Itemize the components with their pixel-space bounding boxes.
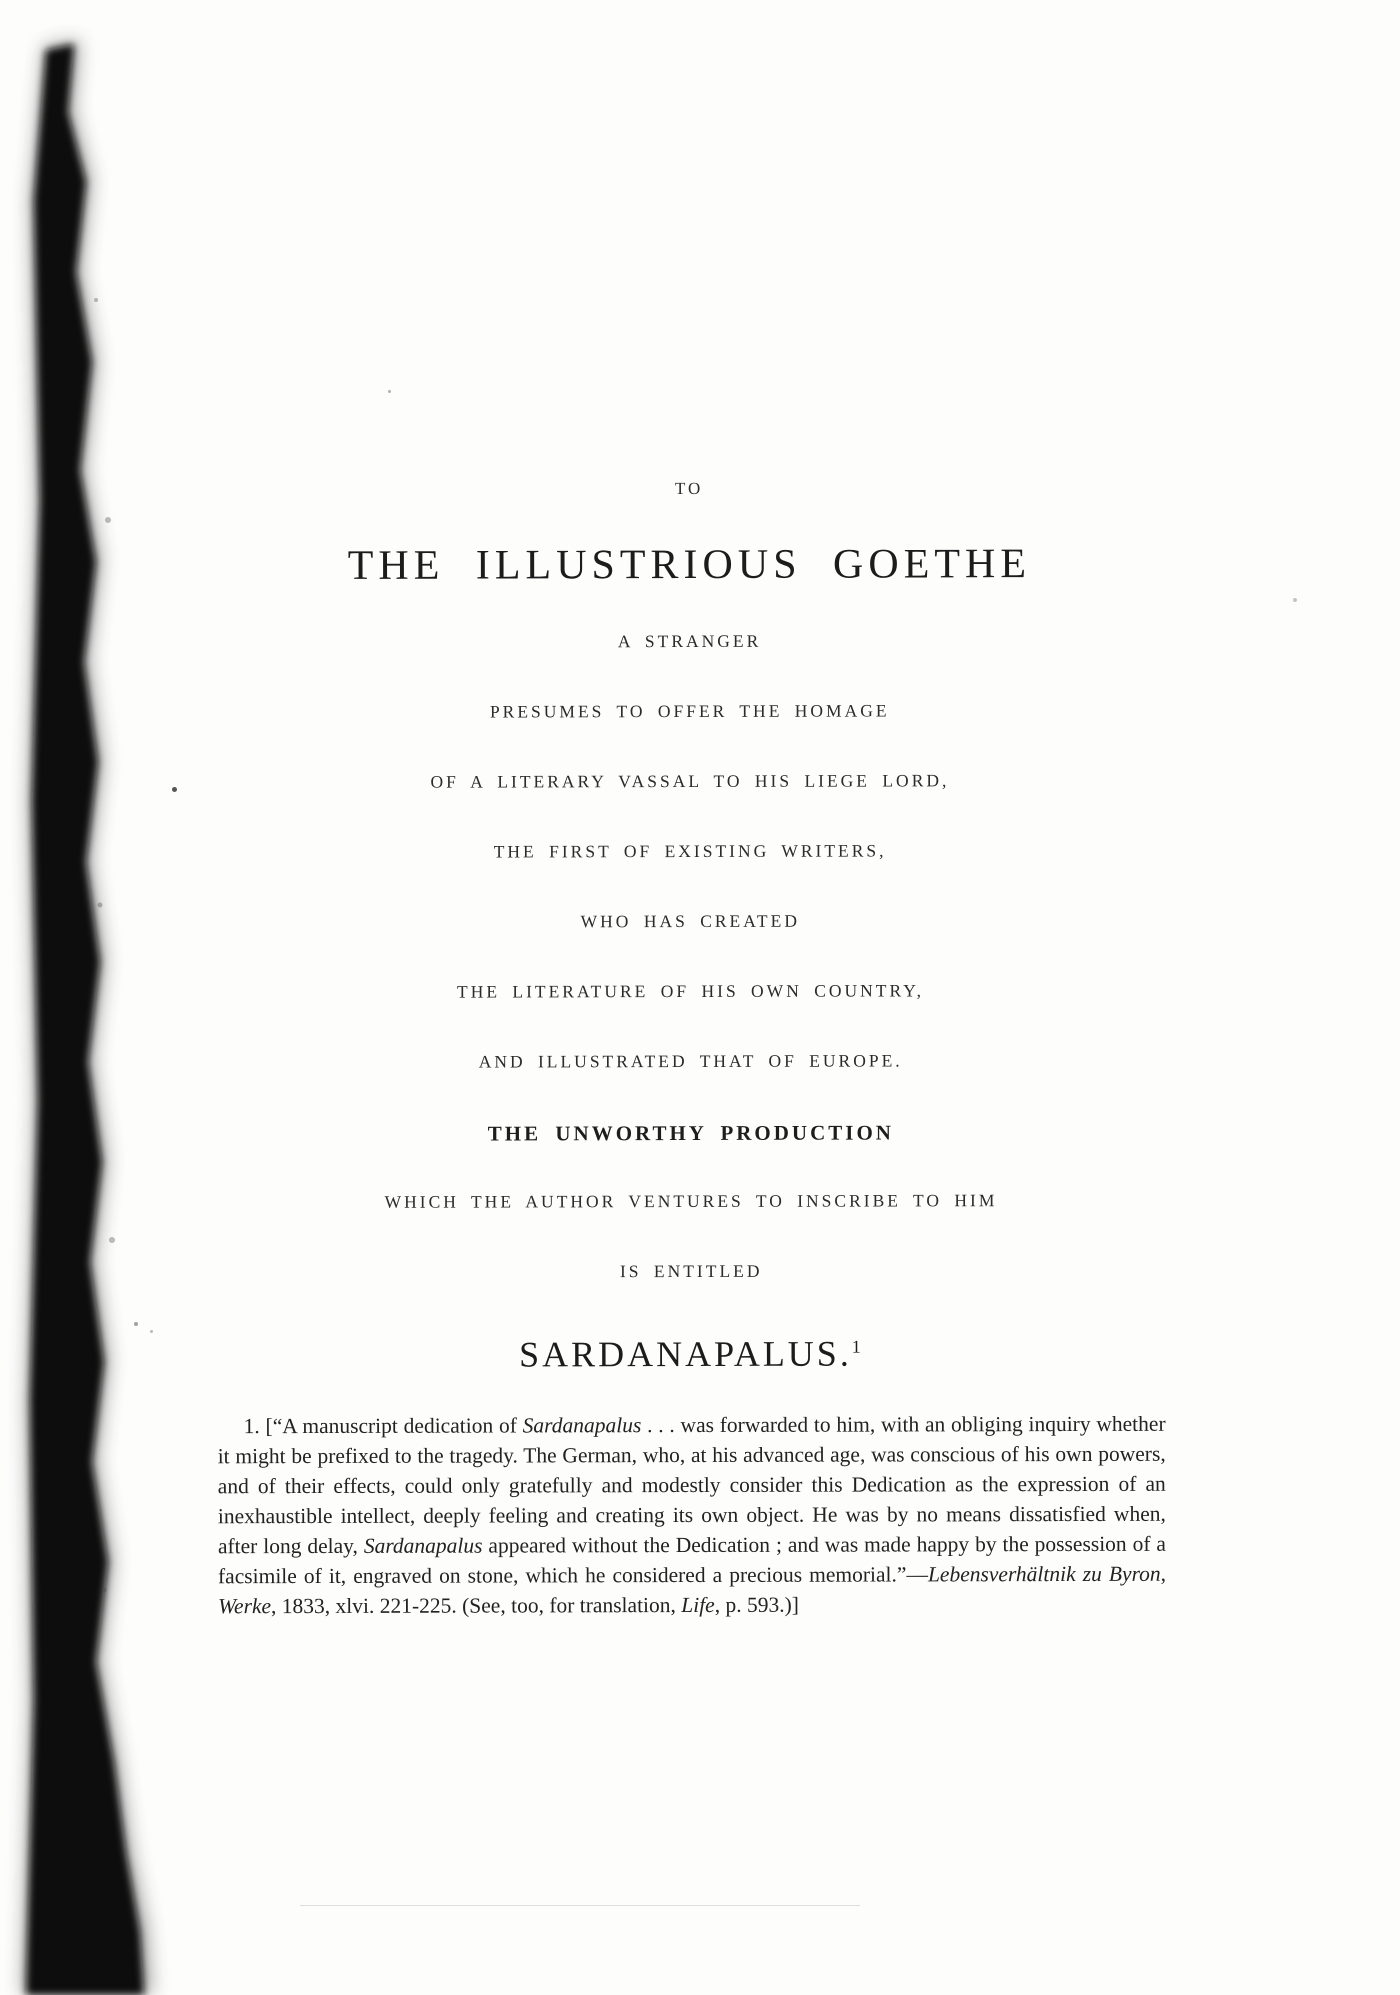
dedication-line: A STRANGER — [617, 630, 762, 652]
scan-speckle — [134, 1322, 138, 1326]
dedication-line: THE FIRST OF EXISTING WRITERS, — [493, 840, 887, 862]
dedication-line: AND ILLUSTRATED THAT OF EUROPE. — [478, 1050, 903, 1072]
dedication-line: OF A LITERARY VASSAL TO HIS LIEGE LORD, — [430, 770, 950, 792]
dedication-to-label: TO — [674, 478, 704, 499]
dedication-line: WHICH THE AUTHOR VENTURES TO INSCRIBE TO HIM — [384, 1190, 998, 1212]
footnote-reference-marker: 1 — [851, 1336, 864, 1357]
footnote-text: 1. [“A manuscript dedication of Sardanapalus . . . was forwarded to him, with an obliging inquiry whether it might be prefixed to the tragedy. The German, who, at his advanced age, was conscious of his own powers, and of their effects, could only gratefully and modestly consider this Dedication as the expression of an inexhaustible intellect, deeply feeling and creating its own object. He was by no means dissatisfied when, after long delay, Sardanapalus appeared without the Dedication ; and was made happy by the possession of a facsimile of it, engraved on stone, which he considered a precious memorial.”—Lebensverhältnik zu Byron, Werke, 1833, xlvi. 221-225. (See, too, for translation, Life, p. 593.)] — [217, 1411, 1167, 1619]
scan-speckle — [172, 787, 177, 792]
scan-speckle — [150, 1330, 153, 1333]
scan-faint-line — [300, 1905, 860, 1906]
dedication-line: WHO HAS CREATED — [580, 910, 800, 932]
dedication-title: THE ILLUSTRIOUS GOETHE — [347, 541, 1032, 589]
dedication-line: PRESUMES TO OFFER THE HOMAGE — [489, 700, 890, 722]
dedication-emphasis-line: THE UNWORTHY PRODUCTION — [487, 1120, 894, 1146]
work-title — [519, 1332, 864, 1377]
scan-speckle — [1293, 598, 1297, 602]
scan-gutter-edge — [0, 0, 220, 1995]
dedication-page-content — [214, 0, 1166, 1621]
dedication-line: THE LITERATURE OF HIS OWN COUNTRY, — [456, 980, 924, 1002]
dedication-line: IS ENTITLED — [619, 1260, 763, 1282]
work-title-text: SARDANAPALUS. — [518, 1333, 852, 1375]
footnote-block — [218, 1409, 1167, 1621]
